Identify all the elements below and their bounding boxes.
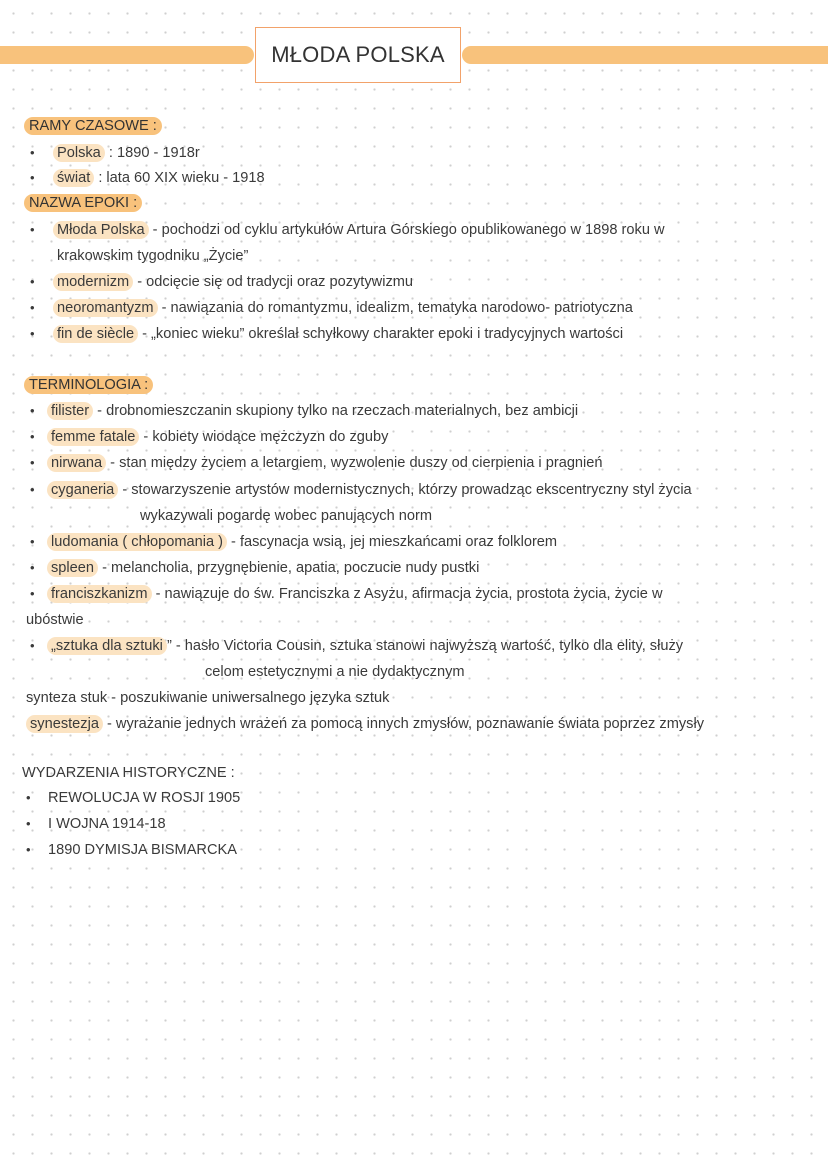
bullet: • [26, 816, 31, 831]
term-synestezja-row [30, 715, 704, 733]
term-synteza-row: synteza stuk - poszukiwanie uniwersalnego języka sztuk [26, 690, 390, 706]
term-femme-row [51, 428, 388, 446]
term-cyganeria-desc: - stowarzyszenie artystów modernistycznych, którzy prowadząc ekscentryczny styl życia [122, 482, 692, 498]
bullet: • [30, 586, 35, 601]
title-band-left [0, 46, 254, 64]
bullet: • [30, 274, 35, 289]
nazwa-mp-desc: - pochodzi od cyklu artykułów Artura Górskiego opublikowanego w 1898 roku w [152, 222, 665, 238]
term-fin-de-siecle: fin de siècle [53, 325, 138, 343]
bullet: • [26, 842, 31, 857]
wydarzenia-heading: WYDARZENIA HISTORYCZNE : [22, 765, 235, 781]
term-modernizm: modernizm [53, 273, 133, 291]
term-spleen-row [51, 559, 479, 577]
nazwa-mod-desc: - odcięcie się od tradycji oraz pozytywizmu [137, 274, 414, 290]
term-femme-fatale: femme fatale [47, 428, 139, 446]
bullet: • [30, 455, 35, 470]
bullet: • [30, 222, 35, 237]
event-item: I WOJNA 1914-18 [48, 816, 166, 832]
term-ludomania: ludomania ( chłopomania ) [47, 533, 227, 551]
term-franciszkanizm: franciszkanizm [47, 585, 152, 603]
nazwa-heading [24, 194, 142, 212]
ramy-polska-desc: : 1890 - 1918r [108, 145, 200, 161]
bullet: • [30, 638, 35, 653]
term-ludomania-row [51, 533, 557, 551]
term-swiat: świat [53, 169, 94, 187]
term-cyganeria: cyganeria [47, 481, 118, 499]
event-item: 1890 DYMISJA BISMARCKA [48, 842, 237, 858]
ramy-heading [24, 117, 162, 135]
nazwa-heading-text: NAZWA EPOKI : [24, 194, 142, 212]
term-mloda-polska: Młoda Polska [53, 221, 149, 239]
bullet: • [30, 170, 35, 185]
event-item: REWOLUCJA W ROSJI 1905 [48, 790, 241, 806]
nazwa-fin-desc: - „koniec wieku” określał schyłkowy charakter epoki i tradycyjnych wartości [142, 326, 624, 342]
bullet: • [30, 145, 35, 160]
ramy-polska [57, 144, 200, 162]
ramy-swiat-desc: : lata 60 XIX wieku - 1918 [98, 170, 265, 186]
nazwa-neo-desc: - nawiązania do romantyzmu, idealizm, tematyka narodowo- patriotyczna [161, 300, 633, 316]
terminologia-heading-text: TERMINOLOGIA : [24, 376, 153, 394]
term-spleen-desc: - melancholia, przygnębienie, apatia, poczucie nudy pustki [102, 560, 480, 576]
term-polska: Polska [53, 144, 105, 162]
term-franciszkanizm-desc: - nawiązuje do św. Franciszka z Asyżu, afirmacja życia, prostota życia, życie w [155, 586, 663, 602]
term-cyganeria-row [51, 481, 692, 499]
terminologia-heading [24, 376, 153, 394]
bullet: • [30, 403, 35, 418]
nazwa-mp-cont: krakowskim tygodniku „Życie” [57, 248, 249, 264]
term-nirwana-desc: - stan między życiem a letargiem, wyzwolenie duszy od cierpienia i pragnień [110, 455, 603, 471]
title-band-right [462, 46, 828, 64]
term-spleen: spleen [47, 559, 98, 577]
bullet: • [30, 429, 35, 444]
term-neoromantyzm: neoromantyzm [53, 299, 158, 317]
page-title-text: MŁODA POLSKA [271, 42, 445, 67]
bullet: • [30, 482, 35, 497]
ramy-swiat [57, 169, 265, 187]
nazwa-neo [57, 299, 633, 317]
bullet: • [30, 326, 35, 341]
bullet: • [26, 790, 31, 805]
term-filister: filister [47, 402, 93, 420]
term-cyganeria-cont: wykazywali pogardę wobec panujących norm [140, 508, 433, 524]
ramy-heading-text: RAMY CZASOWE : [24, 117, 162, 135]
term-sztuka-cont: celom estetycznymi a nie dydaktycznym [205, 664, 465, 680]
term-filister-desc: - drobnomieszczanin skupiony tylko na rzeczach materialnych, bez ambicji [97, 403, 579, 419]
term-filister-row [51, 402, 578, 420]
term-sztuka-row [51, 637, 683, 655]
term-franciszkanizm-row [51, 585, 662, 603]
term-nirwana: nirwana [47, 454, 106, 472]
term-synestezja: synestezja [26, 715, 103, 733]
term-nirwana-row [51, 454, 603, 472]
term-femme-desc: - kobiety wiodące mężczyzn do zguby [143, 429, 389, 445]
term-sztuka-dla-sztuki: „sztuka dla sztuki [47, 637, 167, 655]
bullet: • [30, 560, 35, 575]
term-sztuka-desc: ” - hasło Victoria Cousin, sztuka stanowi najwyższą wartość, tylko dla elity, służy [166, 638, 684, 654]
page-title [255, 27, 461, 83]
term-synestezja-desc: - wyrażanie jednych wrażeń za pomocą innych zmysłów, poznawanie świata poprzez zmysły [107, 716, 704, 732]
term-ludomania-desc: - fascynacja wsią, jej mieszkańcami oraz folklorem [231, 534, 558, 550]
nazwa-fin [57, 325, 623, 343]
term-franciszkanizm-cont: ubóstwie [26, 612, 84, 628]
bullet: • [30, 300, 35, 315]
bullet: • [30, 534, 35, 549]
nazwa-mod [57, 273, 413, 291]
nazwa-mp [57, 221, 665, 239]
